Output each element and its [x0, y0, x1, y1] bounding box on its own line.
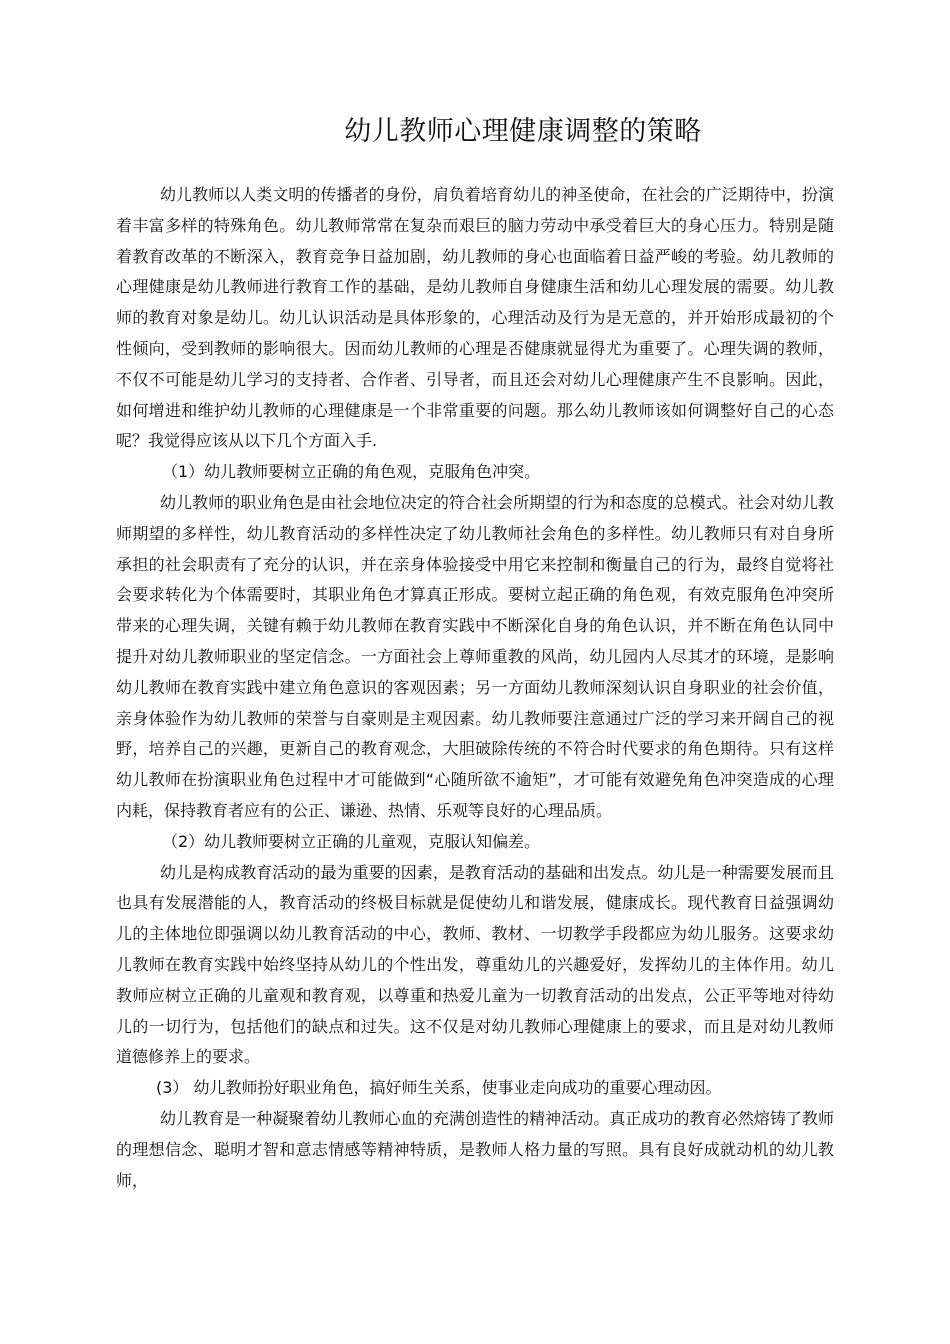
intro-paragraph: 幼儿教师以人类文明的传播者的身份，肩负着培育幼儿的神圣使命，在社会的广泛期待中，扮演着丰富多样的特殊角色。幼儿教师常常在复杂而艰巨的脑力劳动中承受着巨大的身心压力。特别是随着教育改革的不断深入，教育竞争日益加剧，幼儿教师的身心也面临着日益严峻的考验。幼儿教师的心理健康是幼儿教师进行教育工作的基础，是幼儿教师自身健康生活和幼儿心理发展的需要。幼儿教师的教育对象是幼儿。幼儿认识活动是具体形象的，心理活动及行为是无意的，并开始形成最初的个性倾向，受到教师的影响很大。因而幼儿教师的心理是否健康就显得尤为重要了。心理失调的教师，不仅不可能是幼儿学习的支持者、合作者、引导者，而且还会对幼儿心理健康产生不良影响。因此，如何增进和维护幼儿教师的心理健康是一个非常重要的问题。那么幼儿教师该如何调整好自己的心态呢？我觉得应该从以下几个方面入手. — [116, 185, 834, 451]
section-heading-2: （2）幼儿教师要树立正确的儿童观，克服认知偏差。 — [162, 831, 541, 851]
section-heading-1: （1）幼儿教师要树立正确的角色观，克服角色冲突。 — [162, 462, 541, 482]
document-title: 幼儿教师心理健康调整的策略 — [344, 116, 702, 147]
section-heading-3: (3） 幼儿教师扮好职业角色，搞好师生关系，使事业走向成功的重要心理动因。 — [156, 1078, 722, 1098]
section-3-paragraph: 幼儿教育是一种凝聚着幼儿教师心血的充满创造性的精神活动。真正成功的教育必然熔铸了教师的理想信念、聪明才智和意志情感等精神特质，是教师人格力量的写照。具有良好成就动机的幼儿教师， — [116, 1108, 834, 1190]
section-2-paragraph: 幼儿是构成教育活动的最为重要的因素，是教育活动的基础和出发点。幼儿是一种需要发展而且也具有发展潜能的人，教育活动的终极目标就是促使幼儿和谐发展，健康成长。现代教育日益强调幼儿的主体地位即强调以幼儿教育活动的中心，教师、教材、一切教学手段都应为幼儿服务。这要求幼儿教师在教育实践中始终坚持从幼儿的个性出发，尊重幼儿的兴趣爱好，发挥幼儿的主体作用。幼儿教师应树立正确的儿童观和教育观，以尊重和热爱儿童为一切教育活动的出发点，公正平等地对待幼儿的一切行为，包括他们的缺点和过失。这不仅是对幼儿教师心理健康上的要求，而且是对幼儿教师道德修养上的要求。 — [116, 862, 834, 1067]
document-body — [116, 180, 834, 1196]
section-1-paragraph: 幼儿教师的职业角色是由社会地位决定的符合社会所期望的行为和态度的总模式。社会对幼儿教师期望的多样性，幼儿教育活动的多样性决定了幼儿教师社会角色的多样性。幼儿教师只有对自身所承担的社会职责有了充分的认识，并在亲身体验接受中用它来控制和衡量自己的行为，最终自觉将社会要求转化为个体需要时，其职业角色才算真正形成。要树立起正确的角色观，有效克服角色冲突所带来的心理失调，关键有赖于幼儿教师在教育实践中不断深化自身的角色认识，并不断在角色认同中提升对幼儿教师职业的坚定信念。一方面社会上尊师重教的风尚，幼儿园内人尽其才的环境，是影响幼儿教师在教育实践中建立角色意识的客观因素；另一方面幼儿教师深刻认识自身职业的社会价值，亲身体验作为幼儿教师的荣誉与自豪则是主观因素。幼儿教师要注意通过广泛的学习来开阔自己的视野，培养自己的兴趣，更新自己的教育观念，大胆破除传统的不符合时代要求的角色期待。只有这样幼儿教师在扮演职业角色过程中才可能做到“心随所欲不逾矩”，才可能有效避免角色冲突造成的心理内耗，保持教育者应有的公正、谦逊、热情、乐观等良好的心理品质。 — [116, 492, 834, 820]
